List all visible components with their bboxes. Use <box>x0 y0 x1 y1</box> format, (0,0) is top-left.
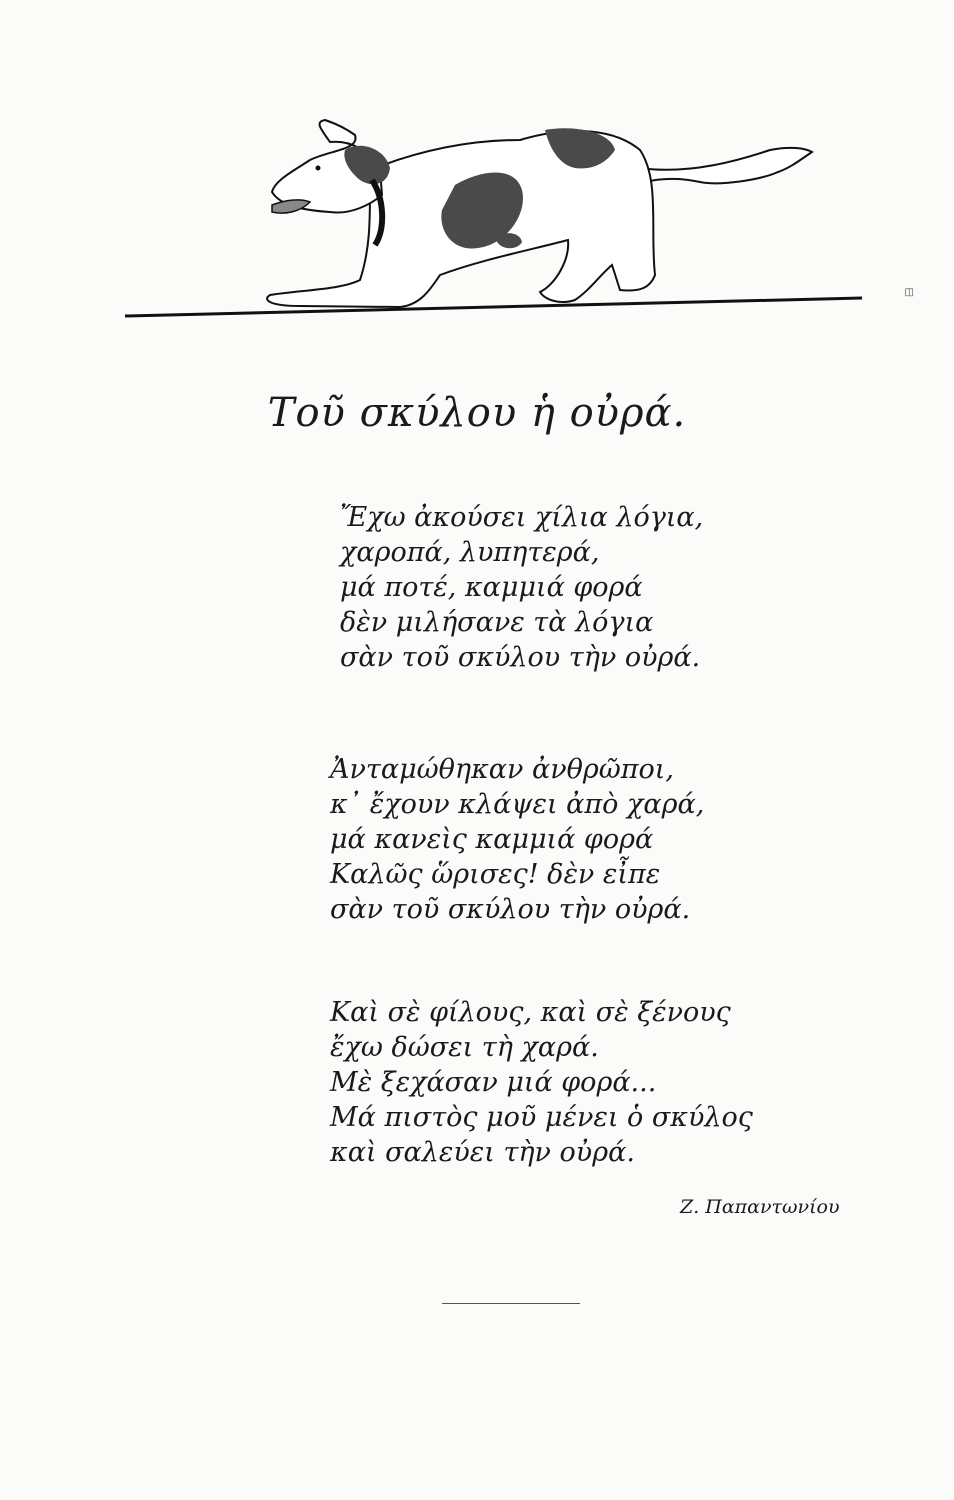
closing-rule <box>442 1303 580 1304</box>
ground-line <box>125 298 862 316</box>
dog-illustration <box>0 0 954 340</box>
stanza-3 <box>330 995 753 1170</box>
verse-line: σὰν τοῦ σκύλου τὴν οὐρά. <box>340 642 701 673</box>
dog-tongue <box>272 200 310 213</box>
verse-line: μά ποτέ, καμμιά φορά <box>340 572 643 603</box>
verse-line: Ἔχω ἀκούσει χίλια λόγια, <box>340 502 704 533</box>
author-signature: Ζ. Παπαντωνίου <box>680 1196 840 1218</box>
verse-line: Καλῶς ὥρισες! δὲν εἶπε <box>330 859 661 890</box>
verse-line: Μά πιστὸς μοῦ μένει ὁ σκύλος <box>330 1102 753 1133</box>
verse-line: Καὶ σὲ φίλους, καὶ σὲ ξένους <box>330 997 731 1028</box>
verse-line: ἔχω δώσει τὴ χαρά. <box>330 1032 599 1063</box>
stanza-1 <box>340 500 703 675</box>
poem-title: Τοῦ σκύλου ἡ οὐρά. <box>267 390 687 436</box>
monogram-mark: ◫ <box>904 287 914 298</box>
verse-line: κ᾽ ἔχουν κλάψει ἀπὸ χαρά, <box>330 789 705 820</box>
dog-tail <box>640 148 812 183</box>
verse-line: Μὲ ξεχάσαν μιά φορά... <box>330 1067 657 1098</box>
dog-eye <box>316 166 321 171</box>
verse-line: καὶ σαλεύει τὴν οὐρά. <box>330 1137 635 1168</box>
verse-line: σὰν τοῦ σκύλου τὴν οὐρά. <box>330 894 691 925</box>
stanza-2 <box>330 752 704 927</box>
verse-line: Ἀνταμώθηκαν ἀνθρῶποι, <box>330 754 674 785</box>
verse-line: δὲν μιλήσανε τὰ λόγια <box>340 607 654 638</box>
verse-line: μά κανεὶς καμμιά φορά <box>330 824 654 855</box>
verse-line: χαροπά, λυπητερά, <box>340 537 600 568</box>
